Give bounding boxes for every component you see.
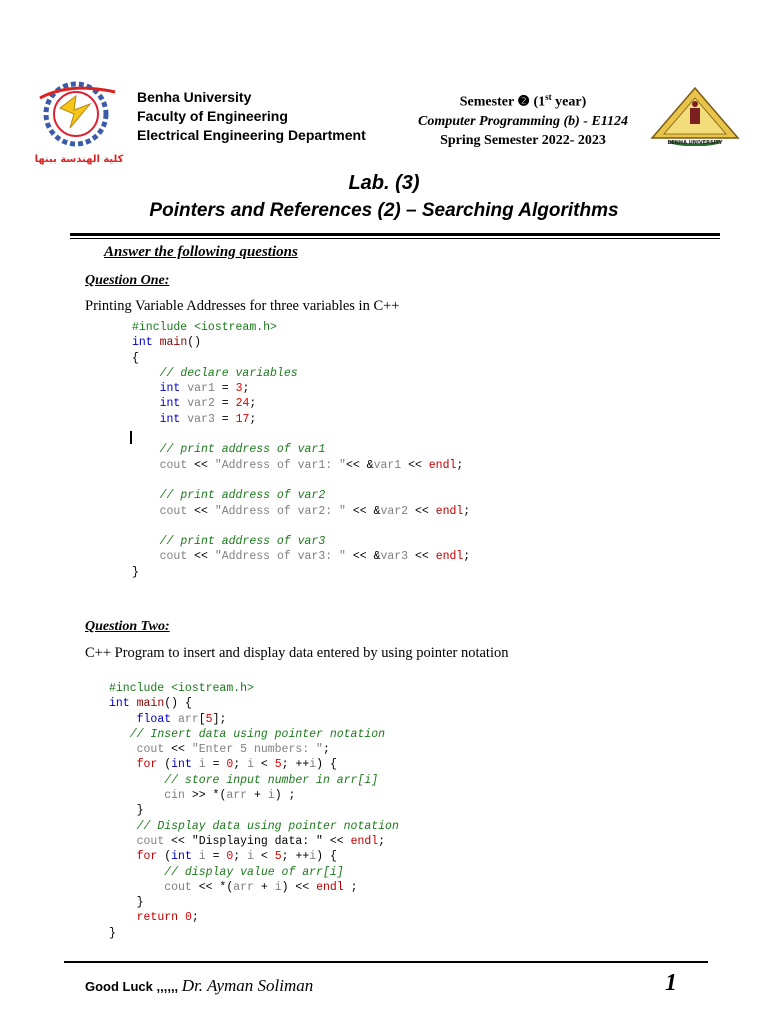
title-divider-thin [70, 238, 720, 239]
term: Spring Semester 2022- 2023 [440, 132, 606, 148]
svg-text:كلية الهندسة ببنها: كلية الهندسة ببنها [34, 154, 124, 165]
author-name: Dr. Ayman Soliman [181, 976, 314, 995]
university-name: Benha University [137, 89, 252, 105]
code-block-one: #include <iostream.h> int main() { // declare variables int var1 = 3; int var2 = 24; int var3 = 17; // print address of var1 cout << "Address of var1: "<< &var1 << endl; // print address of var2 cout << "Address of var2: " << &var2 << endl; // print address of var3 cout << "Address of var3: " << &var3 << endl; } [132, 321, 471, 579]
lab-subtitle: Pointers and References (2) – Searching Algorithms [149, 200, 619, 221]
lab-title: Lab. (3) [348, 172, 420, 194]
course-block [403, 88, 643, 150]
question-one-heading: Question One: [85, 273, 170, 288]
department-name: Electrical Engineering Department [137, 127, 366, 143]
footer-divider [64, 961, 708, 963]
semester-line: Semester ❷ (1st year) [459, 92, 587, 110]
page-number: 1 [665, 970, 677, 996]
instructions: Answer the following questions [104, 244, 298, 260]
question-two-description: C++ Program to insert and display data entered by using pointer notation [85, 645, 509, 661]
code-block-two: #include <iostream.h> int main() { float arr[5]; // Insert data using pointer notation cout << "Enter 5 numbers: "; for (int i = 0; i < 5; ++i) { // store input number in arr[i] cin >> *(arr + i) ; } // Display data using pointer notation cout << "Displaying data: " << endl; for (int i = 0; i < 5; ++i) { // display value of arr[i] cout << *(arr + i) << endl ; } return 0; } [109, 682, 399, 940]
question-two-heading: Question Two: [85, 619, 170, 634]
svg-text:BENHA UNIVERSITY: BENHA UNIVERSITY [667, 140, 723, 146]
text-cursor [130, 431, 132, 444]
good-luck-text: Good Luck ,,,,,, [85, 979, 179, 994]
title-divider [70, 233, 720, 236]
institution-block [137, 88, 366, 145]
faculty-name: Faculty of Engineering [137, 108, 288, 124]
course-code: Computer Programming (b) - E1124 [417, 113, 629, 129]
university-logo [650, 86, 740, 146]
footer-signature [85, 976, 313, 996]
question-one-description: Printing Variable Addresses for three variables in C++ [85, 298, 400, 314]
faculty-logo [30, 78, 128, 166]
